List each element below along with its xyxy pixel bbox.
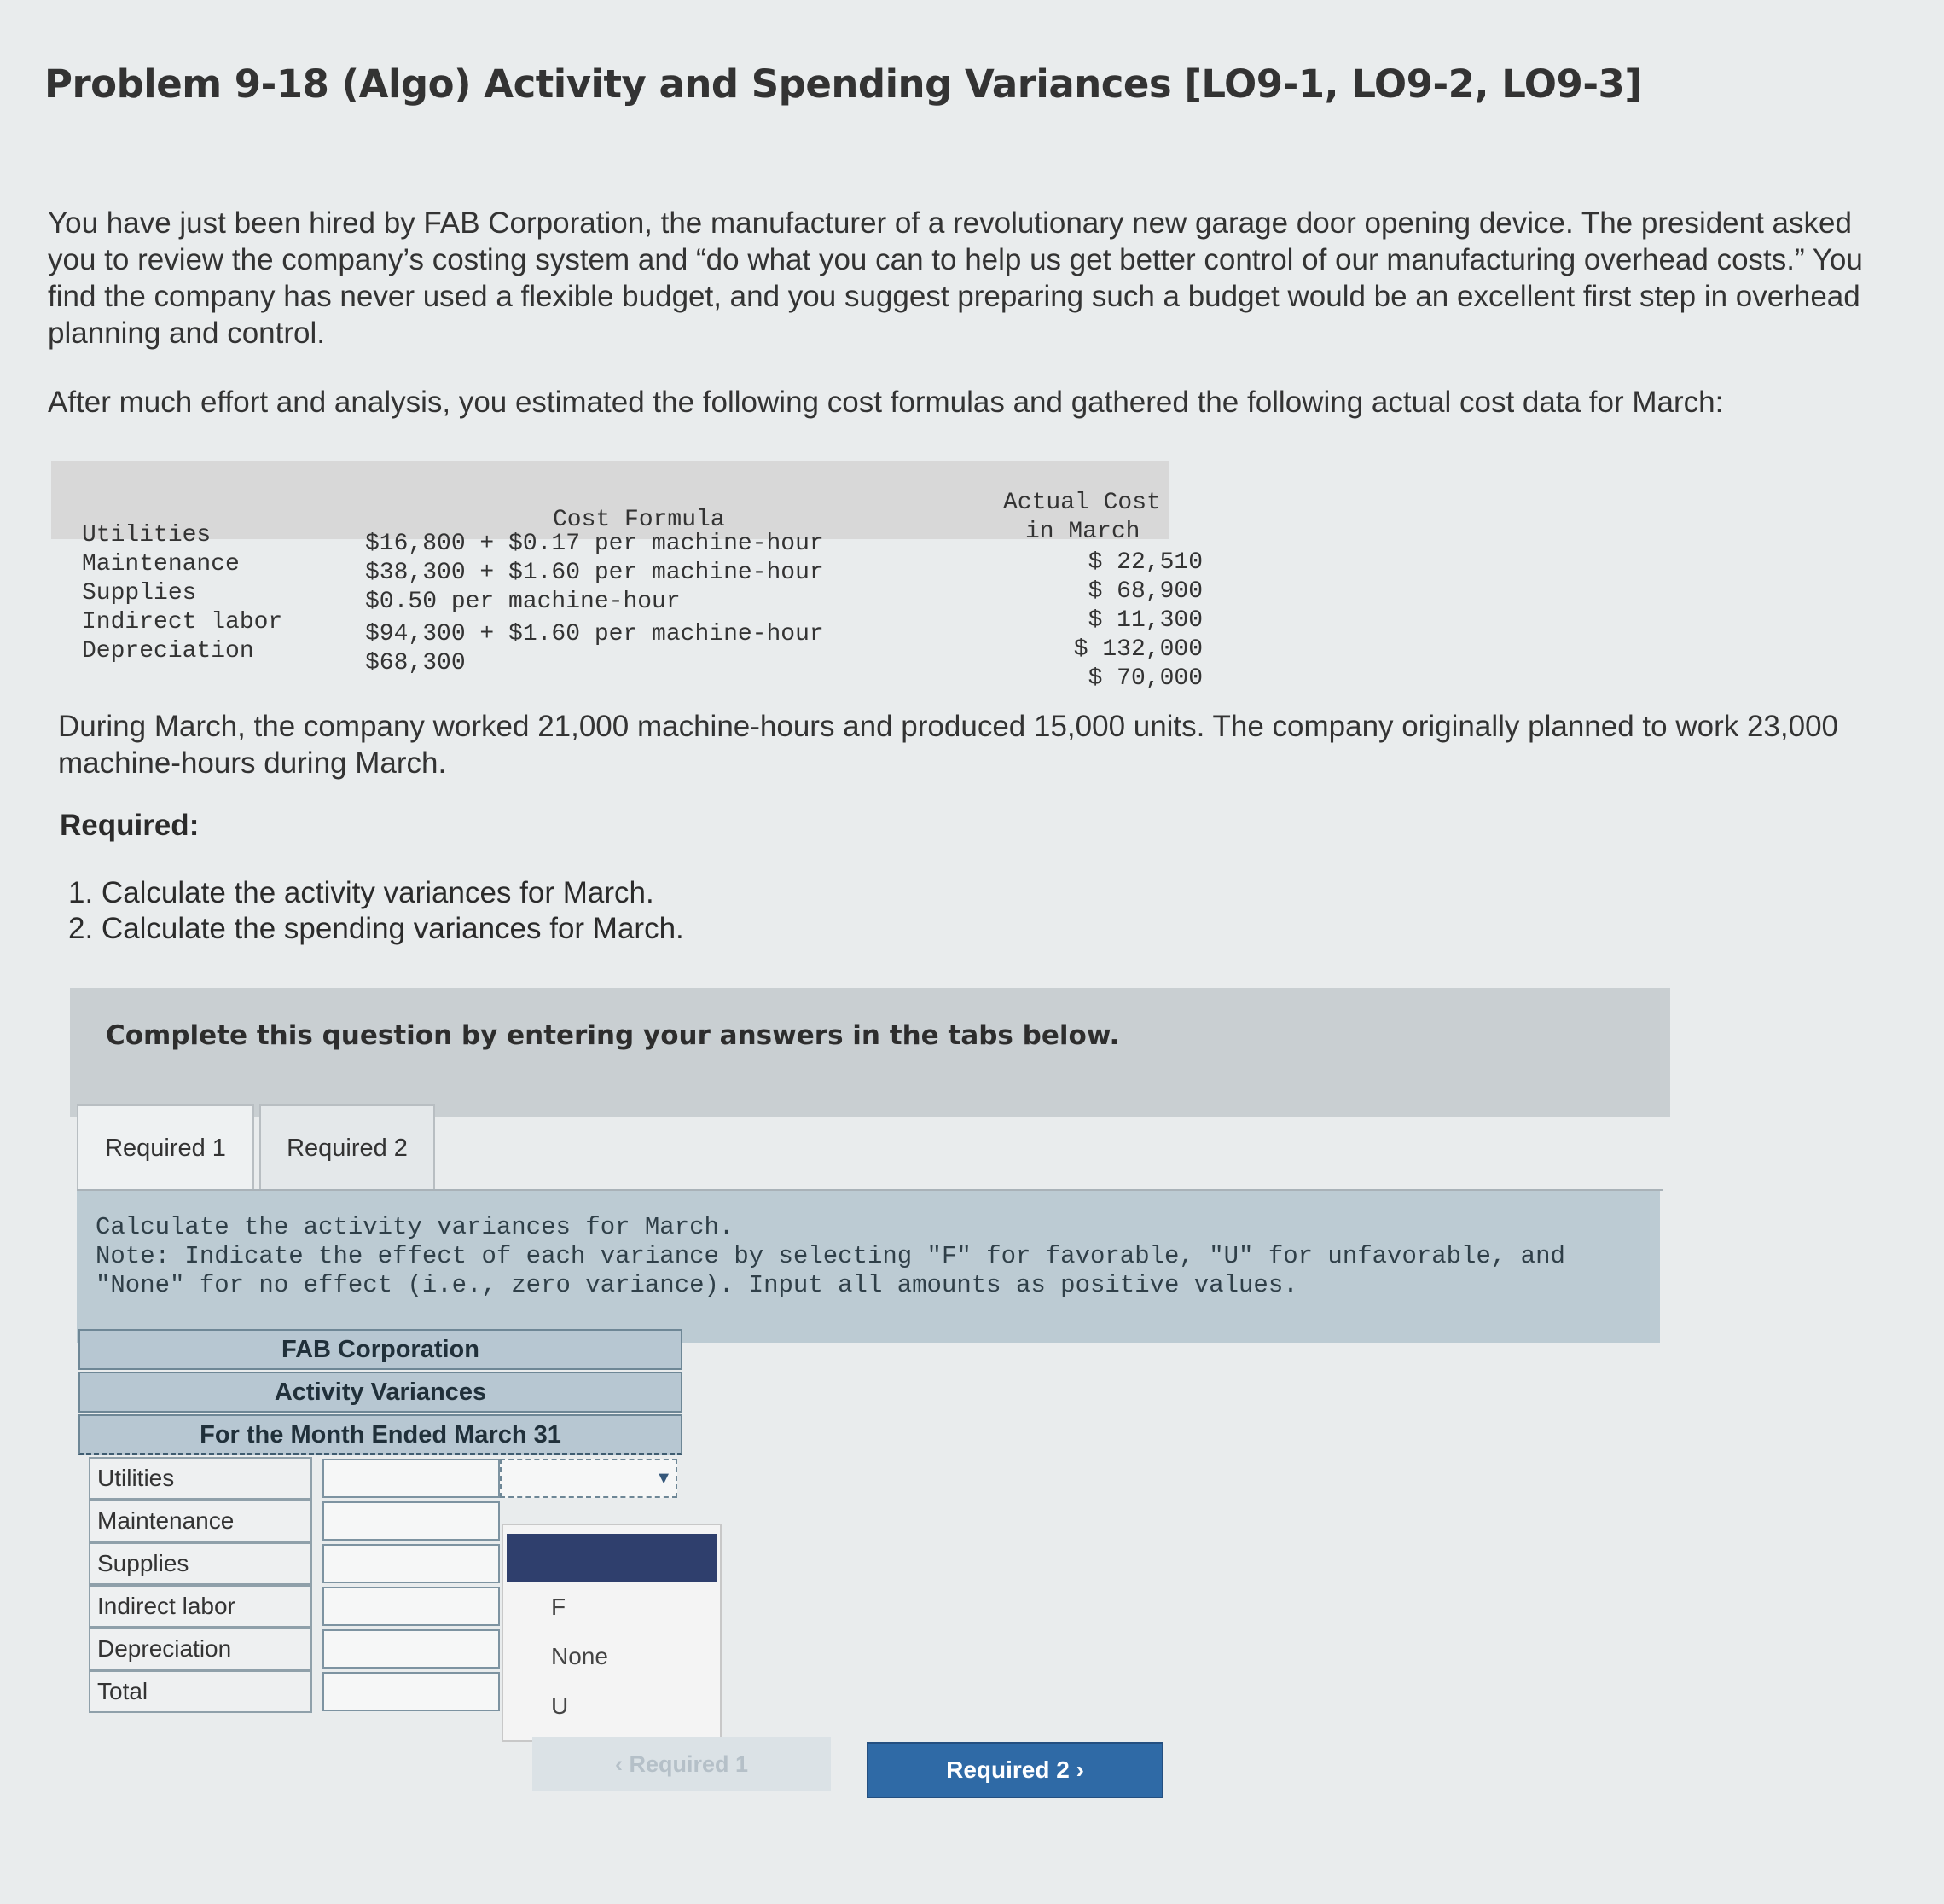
cost-row-formula: $16,800 + $0.17 per machine-hour (365, 531, 824, 557)
header-in-march: in March (1025, 519, 1140, 545)
problem-title: Problem 9-18 (Algo) Activity and Spending Variances [LO9-1, LO9-2, LO9-3] (44, 61, 1642, 107)
row-label-depreciation: Depreciation (89, 1628, 312, 1670)
chevron-right-icon: › (1069, 1756, 1084, 1783)
table-statement-name: Activity Variances (78, 1372, 682, 1413)
row-label-indirect-labor: Indirect labor (89, 1585, 312, 1628)
cost-row-actual: $ 132,000 (1073, 636, 1203, 663)
cost-row-formula: $0.50 per machine-hour (365, 589, 681, 615)
dropdown-option-f[interactable]: F (551, 1593, 566, 1620)
cost-row-formula: $38,300 + $1.60 per machine-hour (365, 560, 824, 586)
header-cost-formula: Cost Formula (553, 507, 725, 533)
march-info-paragraph: During March, the company worked 21,000 machine-hours and produced 15,000 units. The company originally planned to work 23,000 machine-hours during March. (58, 710, 1838, 780)
chevron-down-icon: ▼ (655, 1469, 672, 1488)
dropdown-option-u[interactable]: U (551, 1692, 569, 1719)
row-label-supplies: Supplies (89, 1542, 312, 1585)
intro-paragraph: You have just been hired by FAB Corporation, the manufacturer of a revolutionary new garage door opening device. The president asked you to review the company’s costing system and “do what you can to help us get better control of our manufacturing overhead costs.” You find the company has never used a flexible budget, and you suggest preparing such a budget would be an excellent first step in overhead planning and control. (48, 206, 1863, 350)
cost-row-formula: $94,300 + $1.60 per machine-hour (365, 621, 824, 647)
instructions-text: Complete this question by entering your answers in the tabs below. (106, 1020, 1120, 1051)
chevron-left-icon: ‹ (614, 1751, 630, 1777)
cost-row-item: Supplies (82, 580, 197, 607)
header-actual-cost: Actual Cost (1003, 490, 1161, 516)
prev-required-1-button[interactable] (532, 1737, 831, 1791)
table-company-name: FAB Corporation (78, 1329, 682, 1370)
cost-row-item: Indirect labor (82, 609, 283, 636)
panel-line-1: Calculate the activity variances for March. (96, 1213, 734, 1241)
next-required-2-button[interactable] (867, 1742, 1163, 1798)
question-panel (77, 1191, 1660, 1343)
required-heading: Required: (60, 809, 200, 842)
required-list (68, 875, 684, 947)
tab-required-1[interactable]: Required 1 (77, 1104, 254, 1189)
utilities-amount-input[interactable] (322, 1459, 500, 1498)
cost-row-item: Utilities (82, 522, 212, 549)
cost-row-item: Depreciation (82, 638, 254, 665)
dropdown-highlighted-option[interactable] (507, 1534, 717, 1582)
effect-dropdown-menu (502, 1524, 722, 1742)
panel-instructions (96, 1213, 1631, 1300)
supplies-amount-input[interactable] (322, 1544, 500, 1583)
maintenance-amount-input[interactable] (322, 1501, 500, 1541)
depreciation-amount-input[interactable] (322, 1629, 500, 1669)
required-item-2: 2. Calculate the spending variances for March. (68, 912, 684, 945)
lead-paragraph: After much effort and analysis, you estimated the following cost formulas and gathered the following actual cost data for March: (48, 386, 1724, 419)
instructions-banner (70, 988, 1670, 1117)
row-label-maintenance: Maintenance (89, 1500, 312, 1542)
utilities-effect-select[interactable] (500, 1459, 677, 1498)
panel-note: Note: Indicate the effect of each variance by selecting "F" for favorable, "U" for unfavorable, and "None" for no effect (i.e., zero variance). Input all amounts as positive values. (96, 1242, 1565, 1299)
cost-row-item: Maintenance (82, 551, 240, 578)
cost-row-actual: $ 68,900 (1088, 578, 1203, 605)
cost-row-actual: $ 22,510 (1088, 549, 1203, 576)
tab-required-2[interactable]: Required 2 (259, 1104, 435, 1189)
dropdown-option-none[interactable]: None (551, 1643, 608, 1669)
next-button-label: Required 2 (946, 1756, 1070, 1783)
cost-row-formula: $68,300 (365, 650, 466, 676)
row-label-utilities: Utilities (89, 1457, 312, 1500)
total-amount-input[interactable] (322, 1672, 500, 1711)
table-period: For the Month Ended March 31 (78, 1414, 682, 1455)
indirect-labor-amount-input[interactable] (322, 1587, 500, 1626)
prev-button-label: Required 1 (629, 1751, 749, 1777)
cost-formula-table (51, 461, 1203, 692)
required-item-1: 1. Calculate the activity variances for March. (68, 876, 654, 909)
cost-row-actual: $ 70,000 (1088, 665, 1203, 692)
cost-row-actual: $ 11,300 (1088, 607, 1203, 634)
row-label-total: Total (89, 1670, 312, 1713)
